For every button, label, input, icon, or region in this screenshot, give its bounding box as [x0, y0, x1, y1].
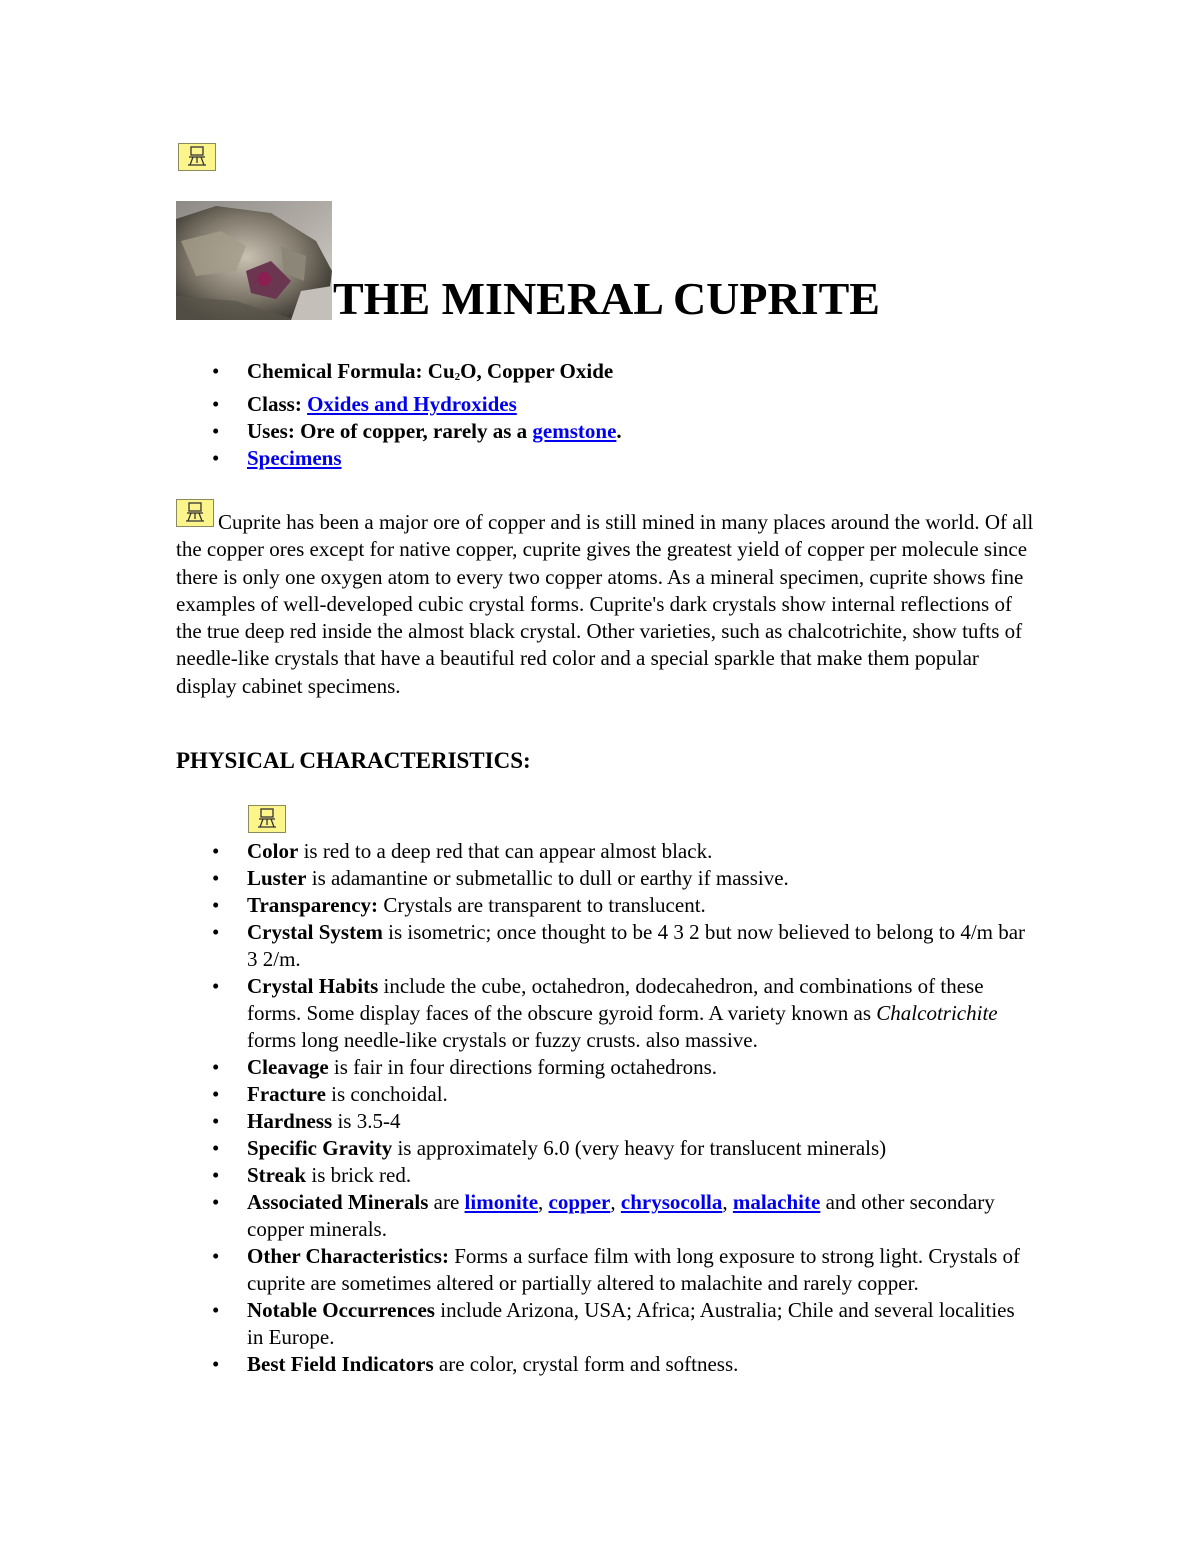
- copper-link[interactable]: copper: [548, 1190, 611, 1214]
- mineral-specimen-photo: [176, 201, 332, 320]
- chrysocolla-link[interactable]: chrysocolla: [620, 1190, 723, 1214]
- physical-characteristics-list: [176, 838, 1036, 1378]
- oxides-hydroxides-link[interactable]: Oxides and Hydroxides: [307, 392, 517, 416]
- list-item: [176, 445, 1036, 472]
- placeholder-image-icon: [248, 805, 286, 833]
- list-item: • Color is red to a deep red that can appear almost black.: [176, 838, 1036, 865]
- list-item: • Streak is brick red.: [176, 1162, 1036, 1189]
- list-item: • Best Field Indicators are color, crystal form and softness.: [176, 1351, 1036, 1378]
- intro-paragraph: Cuprite has been a major ore of copper and is still mined in many places around the world. Of all the copper ores except for native copper, cuprite gives the greatest yield of copper per molecule since there is only one oxygen atom to every two copper atoms. As a mineral specimen, cuprite shows fine examples of well-developed cubic crystal forms. Cuprite's dark crystals show internal reflections of the true deep red inside the almost black crystal. Other varieties, such as chalcotrichite, show tufts of needle-like crystals that have a beautiful red color and a special sparkle that make them popular display cabinet specimens.: [176, 503, 1036, 700]
- list-item: • Transparency: Crystals are transparent to translucent.: [176, 892, 1036, 919]
- specimens-link[interactable]: Specimens: [247, 446, 342, 470]
- list-item: • Fracture is conchoidal.: [176, 1081, 1036, 1108]
- page-title: THE MINERAL CUPRITE: [333, 273, 880, 324]
- placeholder-image-icon: [178, 143, 216, 171]
- list-item: • Notable Occurrences include Arizona, USA; Africa; Australia; Chile and several localities in Europe.: [176, 1297, 1036, 1351]
- physical-characteristics-heading: PHYSICAL CHARACTERISTICS:: [176, 748, 531, 773]
- list-item: • Specific Gravity is approximately 6.0 (very heavy for translucent minerals): [176, 1135, 1036, 1162]
- list-item: • Chemical Formula: $Cu_2O$, Copper Oxide: [176, 358, 1036, 391]
- list-item: • Associated Minerals are limonite, copper, chrysocolla, malachite and other secondary copper minerals.: [176, 1189, 1036, 1243]
- list-item: • Hardness is 3.5-4: [176, 1108, 1036, 1135]
- gemstone-link[interactable]: gemstone: [532, 419, 617, 443]
- list-item: • Other Characteristics: Forms a surface film with long exposure to strong light. Crystals of cuprite are sometimes altered or partially altered to malachite and rarely copper.: [176, 1243, 1036, 1297]
- list-item: • Crystal System is isometric; once thought to be 4 3 2 but now believed to belong to 4/m bar 3 2/m.: [176, 919, 1036, 973]
- list-item: • Luster is adamantine or submetallic to dull or earthy if massive.: [176, 865, 1036, 892]
- limonite-link[interactable]: limonite: [464, 1190, 539, 1214]
- list-item: • Class: Oxides and Hydroxides: [176, 391, 1036, 418]
- list-item: • Crystal Habits include the cube, octahedron, dodecahedron, and combinations of these forms. Some display faces of the obscure gyroid form. A variety known as Chalcotrichite forms long needle-like crystals or fuzzy crusts. also massive.: [176, 973, 1036, 1054]
- summary-list: [176, 358, 1036, 472]
- malachite-link[interactable]: malachite: [732, 1190, 821, 1214]
- placeholder-image-icon: [176, 499, 214, 527]
- list-item: • Uses: Ore of copper, rarely as a gemstone.: [176, 418, 1036, 445]
- list-item: • Cleavage is fair in four directions forming octahedrons.: [176, 1054, 1036, 1081]
